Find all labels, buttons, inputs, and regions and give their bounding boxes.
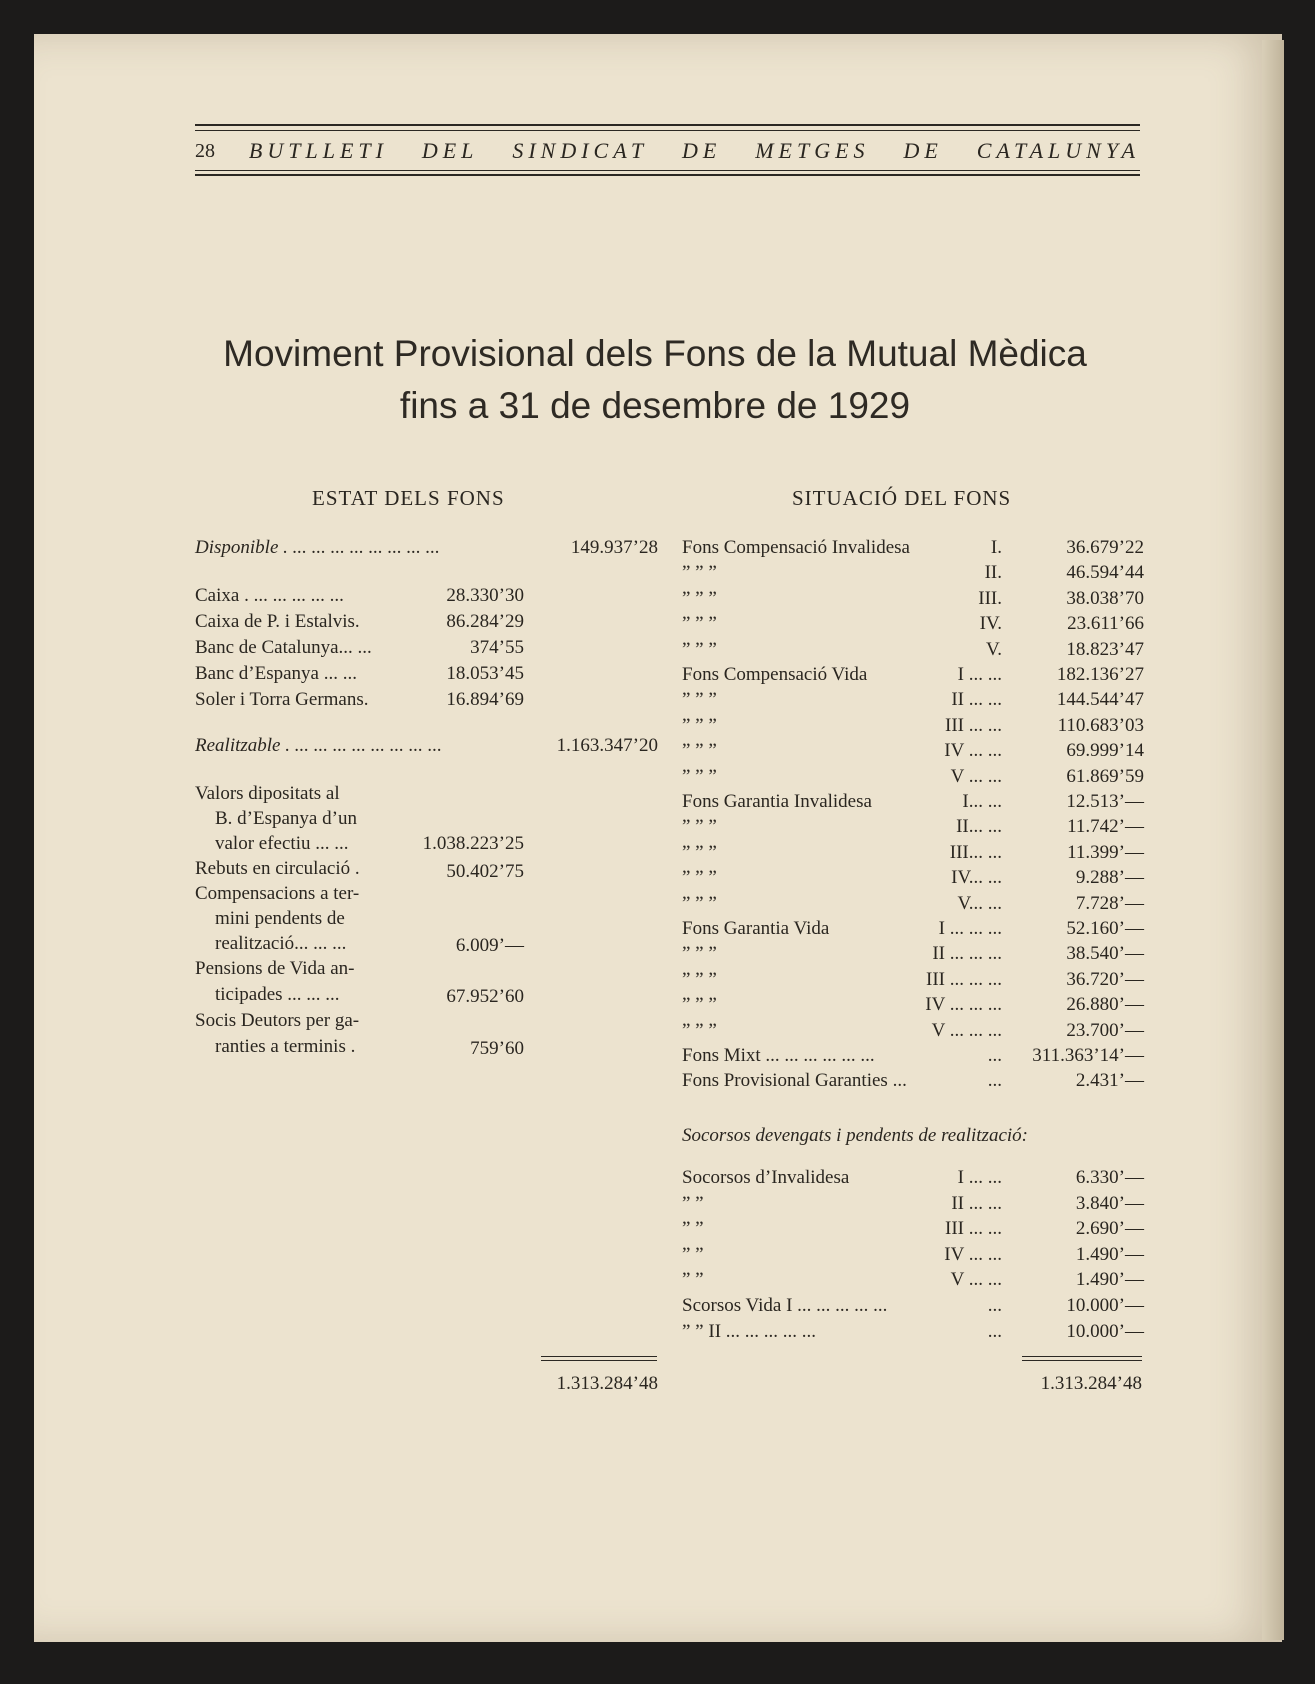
fons-row-label: ” ” ”	[682, 867, 717, 889]
disponible-item-value: 374’55	[470, 637, 524, 658]
fons-row-value: 36.720’—	[1066, 968, 1144, 990]
leader-dots: . ... ... ... ... ... ... ... ...	[285, 735, 442, 756]
realitzable-label	[195, 734, 442, 758]
running-head-word: SINDICAT	[512, 138, 649, 163]
socorsos-row-value: 6.330’—	[1075, 1167, 1144, 1188]
socorsos-row-label: ” ”	[682, 1218, 704, 1240]
header-rule-bottom	[195, 174, 1140, 176]
fons-row-label: ” ” ”	[682, 816, 717, 838]
socorsos-row-label: ” ” II ... ... ... ... ...	[682, 1320, 817, 1342]
fons-row-value: 36.679’22	[1066, 537, 1144, 558]
running-head	[195, 134, 1140, 168]
running-head-word: BUTLLETI	[248, 138, 388, 163]
fons-row-label: ” ” ”	[682, 689, 717, 711]
fons-row-value: 18.823’47	[1066, 638, 1144, 660]
fons-row-value: 2.431’—	[1075, 1070, 1144, 1092]
header-rule-top	[195, 124, 1140, 126]
page-title	[150, 328, 1160, 432]
socorsos-row-value: 3.840’—	[1075, 1192, 1144, 1214]
socorsos-heading: Socorsos devengats i pendents de realització:	[682, 1125, 1028, 1146]
title-line-2: fins a 31 de desembre de 1929	[399, 385, 911, 426]
realitzable-item-value: 67.952’60	[446, 986, 524, 1007]
fons-row-label: ” ” ”	[682, 994, 717, 1016]
fons-row-value: 11.399’—	[1067, 841, 1144, 863]
fons-row-number: II... ...	[956, 816, 1002, 838]
realitzable-item-line: Rebuts en circulació .	[195, 858, 360, 879]
socorsos-row-number: III ... ...	[945, 1218, 1002, 1240]
socorsos-row-label: ” ”	[682, 1269, 704, 1291]
fons-row-number: II.	[984, 562, 1002, 584]
socorsos-row-value: 10.000’—	[1066, 1320, 1144, 1342]
fons-row-label: ” ” ”	[682, 765, 717, 787]
running-head-word: METGES	[755, 138, 870, 163]
fons-row-label: Fons Mixt ... ... ... ... ... ...	[682, 1045, 875, 1066]
running-head-word: DE	[903, 138, 943, 163]
fons-row-number: II ... ...	[951, 689, 1002, 711]
realitzable-label-text: Realitzable	[195, 735, 281, 756]
realitzable-item-line: mini pendents de	[215, 908, 345, 929]
disponible-total: 149.937’28	[570, 537, 658, 558]
realitzable-item-line: Compensacions a ter-	[195, 883, 360, 904]
fons-row-number: IV... ...	[951, 867, 1002, 889]
realitzable-item-line: B. d’Espanya d’un	[215, 808, 357, 829]
socorsos-row-label: ” ”	[682, 1243, 704, 1265]
fons-row-label: ” ” ”	[682, 714, 717, 736]
socorsos-row-number: V ... ...	[950, 1269, 1002, 1291]
total-rule	[541, 1356, 657, 1357]
fons-row-label: ” ” ”	[682, 638, 717, 660]
fons-row-value: 38.038’70	[1066, 587, 1144, 609]
title-line-1: Moviment Provisional dels Fons de la Mutual Mèdica	[223, 333, 1087, 374]
socorsos-row-value: 1.490’—	[1075, 1243, 1144, 1265]
fons-row-value: 69.999’14	[1066, 740, 1144, 762]
total-rule	[541, 1360, 657, 1361]
realitzable-item-value: 759’60	[470, 1038, 524, 1059]
socorsos-row-value: 1.490’—	[1075, 1269, 1144, 1291]
header-rule-top-thin	[195, 130, 1140, 131]
total-rule	[1022, 1360, 1142, 1361]
socorsos-row-label: Scorsos Vida I ... ... ... ... ...	[682, 1295, 888, 1316]
realitzable-item-value: 1.038.223’25	[422, 833, 524, 854]
realitzable-item-line: Valors dipositats al	[195, 783, 340, 804]
right-column-heading: SITUACIÓ DEL FONS	[792, 486, 1012, 510]
fons-row-value: 182.136’27	[1056, 664, 1144, 685]
fons-row-label: ” ” ”	[682, 587, 717, 609]
realitzable-item-line: ranties a terminis .	[215, 1036, 356, 1057]
socorsos-row-number: II ... ...	[951, 1192, 1002, 1214]
left-column-heading: ESTAT DELS FONS	[312, 486, 505, 510]
realitzable-total: 1.163.347’20	[556, 735, 658, 756]
fons-row-number: IV.	[979, 613, 1002, 635]
socorsos-row-number: ...	[987, 1320, 1002, 1342]
fons-row-label: Fons Garantia Invalidesa	[682, 791, 872, 812]
fons-row-number: ...	[987, 1045, 1002, 1066]
socorsos-row-value: 10.000’—	[1066, 1295, 1144, 1316]
fons-row-label: ” ” ”	[682, 740, 717, 762]
fons-row-number: IV ... ...	[944, 740, 1002, 762]
fons-row-value: 9.288’—	[1075, 867, 1144, 889]
fons-row-number: V ... ... ...	[931, 1019, 1002, 1041]
fons-row-value: 144.544’47	[1056, 689, 1144, 711]
fons-row-value: 7.728’—	[1075, 892, 1144, 914]
socorsos-row-value: 2.690’—	[1075, 1218, 1144, 1240]
fons-row-value: 11.742’—	[1067, 816, 1144, 838]
page-number: 28	[195, 139, 215, 162]
disponible-item-label: Soler i Torra Germans.	[195, 689, 369, 710]
realitzable-item-value: 50.402’75	[446, 861, 524, 882]
running-head-word: DEL	[421, 138, 479, 163]
fons-row-value: 52.160’—	[1066, 918, 1144, 939]
socorsos-row-label: Socorsos d’Invalidesa	[682, 1167, 850, 1188]
left-grand-total: 1.313.284’48	[556, 1373, 658, 1394]
total-rule	[1022, 1356, 1142, 1357]
fons-row-number: V.	[985, 638, 1002, 660]
header-rule-bottom-thin	[195, 170, 1140, 171]
realitzable-item-line: Pensions de Vida an-	[195, 958, 355, 979]
disponible-item-label: Caixa . ... ... ... ... ...	[195, 585, 344, 606]
fons-row-label: ” ” ”	[682, 968, 717, 990]
fons-row-label: Fons Provisional Garanties ...	[682, 1070, 907, 1092]
fons-row-label: ” ” ”	[682, 1019, 717, 1041]
fons-row-number: V ... ...	[950, 765, 1002, 787]
realitzable-item-line: valor efectiu ... ...	[215, 833, 349, 854]
disponible-label	[195, 536, 440, 560]
socorsos-row-number: IV ... ...	[944, 1243, 1002, 1265]
fons-row-number: III ... ...	[945, 714, 1002, 736]
disponible-item-value: 86.284’29	[446, 611, 524, 632]
disponible-label-text: Disponible	[195, 537, 279, 558]
realitzable-item-line: ticipades ... ... ...	[215, 984, 340, 1005]
fons-row-number: III... ...	[949, 841, 1002, 863]
leader-dots: . ... ... ... ... ... ... ... ...	[283, 537, 440, 558]
fons-row-label: ” ” ”	[682, 892, 717, 914]
fons-row-number: I.	[990, 537, 1002, 558]
fons-row-number: I ... ...	[957, 664, 1002, 685]
fons-row-value: 311.363’14’—	[1032, 1045, 1144, 1066]
socorsos-row-number: ...	[987, 1295, 1002, 1316]
running-head-word: CATALUNYA	[976, 138, 1140, 163]
fons-row-number: I... ...	[962, 791, 1002, 812]
fons-row-value: 26.880’—	[1066, 994, 1144, 1016]
running-head-word: DE	[681, 138, 722, 163]
fons-row-value: 61.869’59	[1066, 765, 1144, 787]
fons-row-label: ” ” ”	[682, 943, 717, 965]
disponible-item-label: Banc de Catalunya... ...	[195, 637, 372, 658]
fons-row-value: 110.683’03	[1057, 714, 1144, 736]
right-grand-total: 1.313.284’48	[1040, 1373, 1142, 1394]
fons-row-number: ...	[987, 1070, 1002, 1092]
fons-row-value: 12.513’—	[1066, 791, 1144, 812]
fons-row-number: III.	[978, 587, 1002, 609]
socorsos-row-label: ” ”	[682, 1192, 704, 1214]
disponible-item-value: 16.894’69	[446, 689, 524, 710]
realitzable-item-line: Socis Deutors per ga-	[195, 1010, 360, 1031]
fons-row-value: 38.540’—	[1066, 943, 1144, 965]
fons-row-label: Fons Garantia Vida	[682, 918, 830, 939]
fons-row-value: 46.594’44	[1066, 562, 1144, 584]
fons-row-value: 23.611’66	[1067, 613, 1144, 635]
fons-row-label: Fons Compensació Invalidesa	[682, 537, 910, 558]
fons-row-number: V... ...	[957, 892, 1002, 914]
fons-row-label: ” ” ”	[682, 613, 717, 635]
socorsos-row-number: I ... ...	[957, 1167, 1002, 1188]
page-edge	[1262, 40, 1284, 1640]
fons-row-label: ” ” ”	[682, 562, 717, 584]
fons-row-number: III ... ... ...	[926, 968, 1002, 990]
fons-row-number: IV ... ... ...	[925, 994, 1002, 1016]
fons-row-label: ” ” ”	[682, 841, 717, 863]
fons-row-value: 23.700’—	[1066, 1019, 1144, 1041]
disponible-item-value: 28.330’30	[446, 585, 524, 606]
disponible-item-label: Banc d’Espanya ... ...	[195, 663, 357, 684]
disponible-item-value: 18.053’45	[446, 663, 524, 684]
disponible-item-label: Caixa de P. i Estalvis.	[195, 611, 360, 632]
realitzable-item-line: realització... ... ...	[215, 933, 347, 954]
fons-row-label: Fons Compensació Vida	[682, 664, 868, 685]
fons-row-number: I ... ... ...	[938, 918, 1002, 939]
fons-row-number: II ... ... ...	[932, 943, 1002, 965]
realitzable-item-value: 6.009’—	[455, 935, 524, 956]
